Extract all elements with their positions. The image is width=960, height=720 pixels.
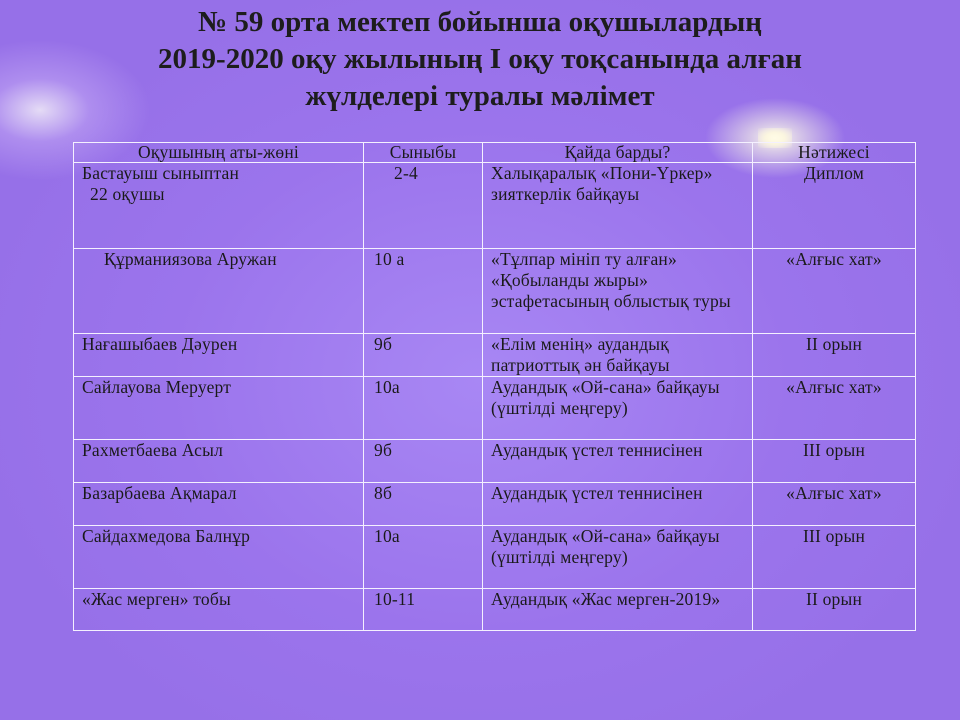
place-cell: Аудандық «Ой-сана» байқауы (үштілді меңгеру) <box>483 526 753 589</box>
result-cell: ІІ орын <box>753 589 916 631</box>
class-cell: 10-11 <box>364 589 483 631</box>
header-place: Қайда барды? <box>483 143 753 163</box>
student-name-line-1: Бастауыш сыныптан <box>82 163 240 183</box>
class-cell: 9б <box>364 334 483 377</box>
table-row <box>74 483 916 526</box>
student-name-cell: «Жас мерген» тобы <box>74 589 364 631</box>
result-cell: ІІІ орын <box>753 526 916 589</box>
place-cell: Халықаралық «Пони-Үркер» зияткерлік байқауы <box>483 163 753 249</box>
header-result: Нәтижесі <box>753 143 916 163</box>
student-name-line-2: 22 оқушы <box>90 184 165 204</box>
place-cell: Аудандық үстел теннисінен <box>483 483 753 526</box>
class-cell: 2-4 <box>364 163 483 249</box>
student-name-cell: Сайлауова Меруерт <box>74 377 364 440</box>
table-row <box>74 526 916 589</box>
table-row <box>74 589 916 631</box>
student-name-cell <box>74 163 364 249</box>
header-class: Сыныбы <box>364 143 483 163</box>
student-name-cell: Құрманиязова Аружан <box>74 249 364 334</box>
class-cell: 10 а <box>364 249 483 334</box>
student-name-cell: Нағашыбаев Дәурен <box>74 334 364 377</box>
table-row <box>74 440 916 483</box>
place-cell: Аудандық «Ой-сана» байқауы (үштілді меңгеру) <box>483 377 753 440</box>
title-line-1: № 59 орта мектеп бойынша оқушылардың <box>198 6 762 38</box>
class-cell: 9б <box>364 440 483 483</box>
table-header-row <box>74 143 916 163</box>
result-cell: Диплом <box>753 163 916 249</box>
place-cell: «Елім менің» аудандық патриоттық ән байқауы <box>483 334 753 377</box>
result-cell: ІІ орын <box>753 334 916 377</box>
class-cell: 10а <box>364 526 483 589</box>
page-title <box>0 4 960 115</box>
title-line-2: 2019-2020 оқу жылының І оқу тоқсанында алған <box>158 43 802 75</box>
student-name-cell: Сайдахмедова Балнұр <box>74 526 364 589</box>
result-cell: ІІІ орын <box>753 440 916 483</box>
result-cell: «Алғыс хат» <box>753 249 916 334</box>
table-row <box>74 249 916 334</box>
table-row <box>74 334 916 377</box>
title-line-3: жүлделері туралы мәлімет <box>305 80 655 112</box>
place-cell: Аудандық «Жас мерген-2019» <box>483 589 753 631</box>
header-name: Оқушының аты-жөні <box>74 143 364 163</box>
class-cell: 10а <box>364 377 483 440</box>
result-cell: «Алғыс хат» <box>753 483 916 526</box>
result-cell: «Алғыс хат» <box>753 377 916 440</box>
place-cell: Аудандық үстел теннисінен <box>483 440 753 483</box>
student-name-cell: Рахметбаева Асыл <box>74 440 364 483</box>
table-row <box>74 163 916 249</box>
place-cell: «Тұлпар мініп ту алған» «Қобыланды жыры» эстафетасының облыстық туры <box>483 249 753 334</box>
table-row <box>74 377 916 440</box>
class-cell: 8б <box>364 483 483 526</box>
awards-table <box>73 142 916 631</box>
student-name-cell: Базарбаева Ақмарал <box>74 483 364 526</box>
